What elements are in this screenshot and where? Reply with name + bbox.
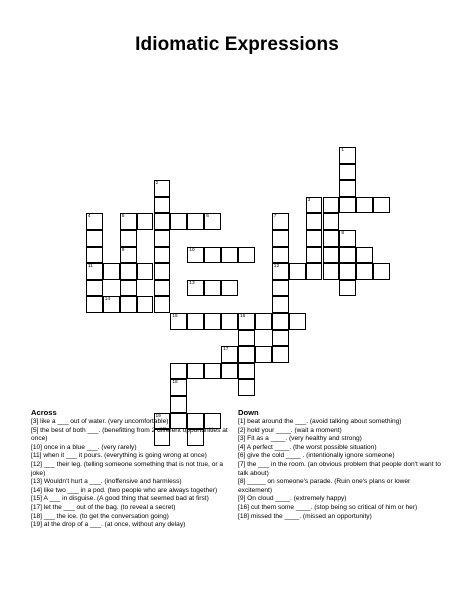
- grid-cell[interactable]: [323, 247, 340, 264]
- cell-number: 4: [87, 214, 91, 220]
- cell-number: 18: [172, 380, 178, 386]
- grid-cell[interactable]: [323, 197, 340, 214]
- down-clue: [2] hold your ____. (wait a moment): [238, 426, 342, 434]
- grid-cell[interactable]: [86, 280, 103, 297]
- grid-cell[interactable]: [204, 363, 221, 380]
- cell-number: 2: [155, 181, 159, 187]
- grid-cell[interactable]: [221, 363, 238, 380]
- grid-cell[interactable]: [339, 247, 356, 264]
- grid-cell[interactable]: [154, 197, 171, 214]
- grid-cell[interactable]: [86, 296, 103, 313]
- across-clue: [15] A ___ in disguise. (A good thing that seemed bad at first): [31, 495, 209, 503]
- down-clue: [16] cut them some ____. (stop being so critical of him or her): [238, 503, 418, 511]
- grid-cell[interactable]: [154, 263, 171, 280]
- across-list: [31, 418, 231, 530]
- grid-cell[interactable]: [221, 247, 238, 264]
- grid-cell[interactable]: [238, 379, 255, 396]
- grid-cell[interactable]: [221, 313, 238, 330]
- grid-cell[interactable]: [120, 247, 137, 264]
- grid-cell[interactable]: [373, 263, 390, 280]
- grid-cell[interactable]: [272, 247, 289, 264]
- grid-cell[interactable]: [86, 213, 103, 230]
- grid-cell[interactable]: [289, 263, 306, 280]
- grid-cell[interactable]: [238, 346, 255, 363]
- grid-cell[interactable]: [137, 213, 154, 230]
- grid-cell[interactable]: [187, 363, 204, 380]
- down-clue: [18] missed the ____. (missed an opportunity): [238, 512, 372, 520]
- grid-cell[interactable]: [306, 247, 323, 264]
- grid-cell[interactable]: [103, 296, 120, 313]
- grid-cell[interactable]: [154, 230, 171, 247]
- down-clue: [3] Fit as a ____. (very healthy and strong): [238, 435, 362, 443]
- across-clue: [13] Wouldn't hurt a ___. (inoffensive and harmless): [31, 478, 182, 486]
- grid-cell[interactable]: [137, 296, 154, 313]
- grid-cell[interactable]: [170, 213, 187, 230]
- cell-number: 14: [104, 297, 111, 303]
- grid-cell[interactable]: [339, 197, 356, 214]
- down-list: [238, 418, 446, 521]
- grid-cell[interactable]: [204, 280, 221, 297]
- across-clues: [31, 408, 231, 530]
- grid-cell[interactable]: [306, 263, 323, 280]
- down-clue: [4] A perfect ____. (the worst possible situation): [238, 443, 377, 451]
- cell-number: 12: [273, 264, 280, 270]
- grid-cell[interactable]: [272, 230, 289, 247]
- grid-cell[interactable]: [86, 230, 103, 247]
- down-clue: [7] the ___ in the room. (an obvious problem that people don't want to talk about): [238, 460, 441, 477]
- cell-number: 7: [273, 214, 277, 220]
- cell-number: 19: [155, 413, 161, 419]
- grid-cell[interactable]: [272, 313, 289, 330]
- grid-cell[interactable]: [170, 313, 187, 330]
- down-clue: [8] _____ on someone's parade. (Ruin one's plans or lower excitement): [238, 478, 411, 494]
- grid-cell[interactable]: [339, 164, 356, 181]
- across-clue: [5] the best of both ___. (benefitting from 2 different opportunities at once): [31, 426, 228, 443]
- grid-cell[interactable]: [238, 363, 255, 380]
- grid-cell[interactable]: [86, 263, 103, 280]
- across-clue: [3] like a ___ out of water. (very uncomfortable): [31, 418, 169, 425]
- grid-cell[interactable]: [187, 213, 204, 230]
- across-clue: [17] let the ___ out of the bag. (to reveal a secret): [31, 503, 176, 511]
- grid-cell[interactable]: [204, 313, 221, 330]
- grid-cell[interactable]: [187, 313, 204, 330]
- grid-cell[interactable]: [373, 197, 390, 214]
- grid-cell[interactable]: [170, 379, 187, 396]
- grid-cell[interactable]: [103, 263, 120, 280]
- grid-cell[interactable]: [238, 313, 255, 330]
- across-clue: [11] when it ___ it pours. (everything is going wrong at once): [31, 452, 207, 460]
- grid-cell[interactable]: [255, 346, 272, 363]
- grid-cell[interactable]: [339, 147, 356, 164]
- cell-number: 3: [307, 197, 311, 203]
- page-title: Idiomatic Expressions: [135, 34, 339, 55]
- cell-number: 15: [172, 314, 178, 319]
- cell-number: 11: [87, 264, 93, 270]
- grid-cell[interactable]: [339, 230, 356, 247]
- grid-cell[interactable]: [356, 263, 373, 280]
- grid-cell[interactable]: [339, 263, 356, 280]
- down-clue: [6] give the cold ____ . (intentionally ignore someone): [238, 452, 395, 460]
- grid-cell[interactable]: [120, 230, 137, 247]
- grid-cell[interactable]: [154, 280, 171, 297]
- cell-number: 5: [121, 214, 125, 220]
- grid-cell[interactable]: [120, 280, 137, 297]
- across-clue: [10] once in a blue ___. (very rarely): [31, 443, 137, 451]
- grid-cell[interactable]: [238, 330, 255, 347]
- grid-cell[interactable]: [187, 247, 204, 264]
- cell-number: 9: [121, 247, 125, 253]
- grid-cell[interactable]: [187, 280, 204, 297]
- grid-cell[interactable]: [221, 280, 238, 297]
- grid-cell[interactable]: [323, 213, 340, 230]
- grid-cell[interactable]: [272, 296, 289, 313]
- grid-cell[interactable]: [272, 263, 289, 280]
- grid-cell[interactable]: [238, 247, 255, 264]
- grid-cell[interactable]: [120, 296, 137, 313]
- grid-cell[interactable]: [120, 213, 137, 230]
- cell-number: 8: [341, 231, 345, 236]
- across-clue: [12] ___ their leg. (telling someone something that is not true, or a joke): [31, 460, 224, 477]
- grid-cell[interactable]: [306, 230, 323, 247]
- grid-cell[interactable]: [204, 247, 221, 264]
- cell-number: 10: [189, 247, 195, 253]
- grid-cell[interactable]: [306, 213, 323, 230]
- down-clues: [238, 408, 446, 521]
- grid-cell[interactable]: [221, 346, 238, 363]
- grid-cell[interactable]: [323, 263, 340, 280]
- grid-cell[interactable]: [272, 330, 289, 347]
- across-clue: [18] ___ the ice. (to get the conversation going): [31, 512, 169, 520]
- across-clue: [14] like two ___ in a pod. (two people who are always together): [31, 486, 218, 494]
- grid-cell[interactable]: [255, 313, 272, 330]
- grid-cell[interactable]: [356, 197, 373, 214]
- grid-cell[interactable]: [120, 263, 137, 280]
- grid-cell[interactable]: [170, 363, 187, 380]
- grid-cell[interactable]: [86, 247, 103, 264]
- grid-cell[interactable]: [289, 313, 306, 330]
- grid-cell[interactable]: [272, 213, 289, 230]
- grid-cell[interactable]: [272, 280, 289, 297]
- grid-cell[interactable]: [204, 213, 221, 230]
- grid-cell[interactable]: [154, 180, 171, 197]
- grid-cell[interactable]: [137, 263, 154, 280]
- grid-cell[interactable]: [306, 197, 323, 214]
- down-heading: Down: [238, 408, 259, 417]
- grid-cell[interactable]: [339, 180, 356, 197]
- down-clue: [1] beat around the ___. (avoid talking about something): [238, 418, 402, 425]
- grid-cell[interactable]: [272, 346, 289, 363]
- across-clue: [19] at the drop of a ___. (at once, without any delay): [31, 521, 186, 529]
- cell-number: 17: [223, 347, 229, 353]
- cell-number: 6: [206, 214, 209, 220]
- grid-cell[interactable]: [154, 247, 171, 264]
- down-clue: [9] On cloud ____. (extremely happy): [238, 495, 347, 503]
- grid-cell[interactable]: [154, 213, 171, 230]
- cell-number: 1: [341, 148, 345, 153]
- grid-cell[interactable]: [356, 247, 373, 264]
- cell-number: 13: [189, 280, 195, 286]
- cell-number: 16: [240, 314, 246, 319]
- grid-cell[interactable]: [154, 296, 171, 313]
- grid-cell[interactable]: [323, 230, 340, 247]
- across-heading: Across: [31, 408, 57, 417]
- grid-cell[interactable]: [339, 280, 356, 297]
